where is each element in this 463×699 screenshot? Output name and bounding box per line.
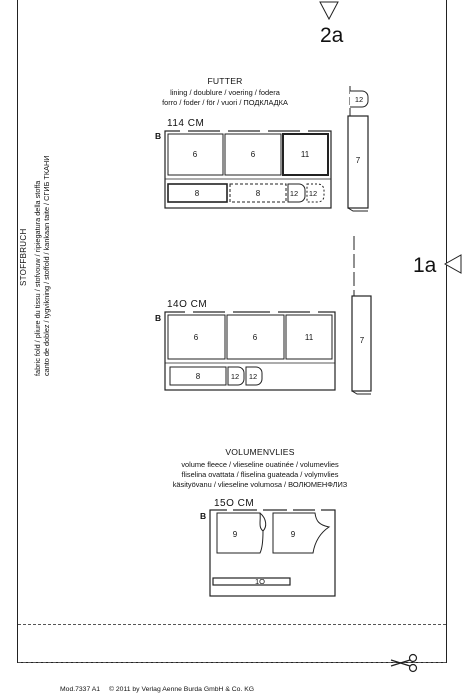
dashed-cut-line-1	[18, 624, 446, 625]
interfacing-translation-3: käsityövanu / vlieseline volumosa / ВОЛЮМЕНФЛИЗ	[172, 480, 348, 489]
scissors-icon	[389, 653, 419, 673]
fold-translation-2: canto de doblez / tygvikning / stoffold / kankaan taite / СГИБ ТКАНИ	[42, 155, 51, 376]
interfacing-selvage: B	[200, 511, 207, 521]
fold-title: STOFFBRUCH	[19, 228, 28, 286]
piece-12: 12	[289, 189, 299, 198]
lining-layout-2-selvage: B	[155, 313, 162, 323]
interfacing-title: VOLUMENVLIES	[225, 447, 295, 457]
top-marker-triangle	[318, 0, 342, 22]
lining-translation-2: forro / foder / för / vuori / ПОДКЛАДКА	[162, 98, 288, 107]
lining-layout-1-diagram	[160, 126, 335, 212]
piece-8: 8	[194, 189, 200, 198]
piece-12: 12	[308, 189, 318, 198]
lining-title: FUTTER	[207, 76, 243, 86]
lining-layout-2-width: 14O CM	[167, 299, 208, 310]
interfacing-width: 15O CM	[214, 498, 255, 509]
fold-translation-1: fabric fold / pliure du tissu / stofvouw / ripiegatura della stoffa	[33, 180, 42, 376]
piece-6: 6	[193, 333, 199, 342]
piece-9: 9	[232, 530, 238, 539]
piece-7: 7	[359, 336, 365, 345]
lining-side-column-1	[343, 83, 373, 213]
interfacing-translation-1: volume fleece / vlieseline ouatinée / volumevlies	[181, 460, 339, 469]
piece-9: 9	[290, 530, 296, 539]
piece-11: 11	[304, 333, 314, 342]
piece-11: 11	[300, 150, 310, 159]
dashed-cut-line-2	[18, 662, 446, 663]
piece-8: 8	[255, 189, 261, 198]
right-marker-triangle	[442, 253, 463, 275]
piece-12: 12	[230, 372, 240, 381]
piece-12: 12	[354, 95, 364, 104]
footer-copyright: © 2011 by Verlag Aenne Burda GmbH & Co. KG	[109, 686, 255, 693]
piece-6: 6	[192, 150, 198, 159]
marker-1a-label: 1a	[413, 254, 437, 277]
piece-6: 6	[250, 150, 256, 159]
piece-7: 7	[355, 156, 361, 165]
interfacing-diagram	[205, 505, 340, 600]
footer-model: Mod.7337 A1	[60, 686, 101, 693]
lining-layout-1-selvage: B	[155, 131, 162, 141]
lining-translation-1: lining / doublure / voering / fodera	[170, 88, 280, 97]
piece-8: 8	[195, 372, 201, 381]
lining-layout-1-width: 114 CM	[167, 118, 205, 129]
lining-side-column-2	[346, 233, 376, 397]
interfacing-translation-2: fliselina ovattata / fliselina guateada / volymvlies	[181, 470, 339, 479]
marker-2a-label: 2a	[320, 24, 344, 47]
piece-10: 1O	[254, 577, 266, 586]
lining-layout-2-diagram	[160, 307, 340, 393]
piece-12: 12	[248, 372, 258, 381]
piece-6: 6	[252, 333, 258, 342]
